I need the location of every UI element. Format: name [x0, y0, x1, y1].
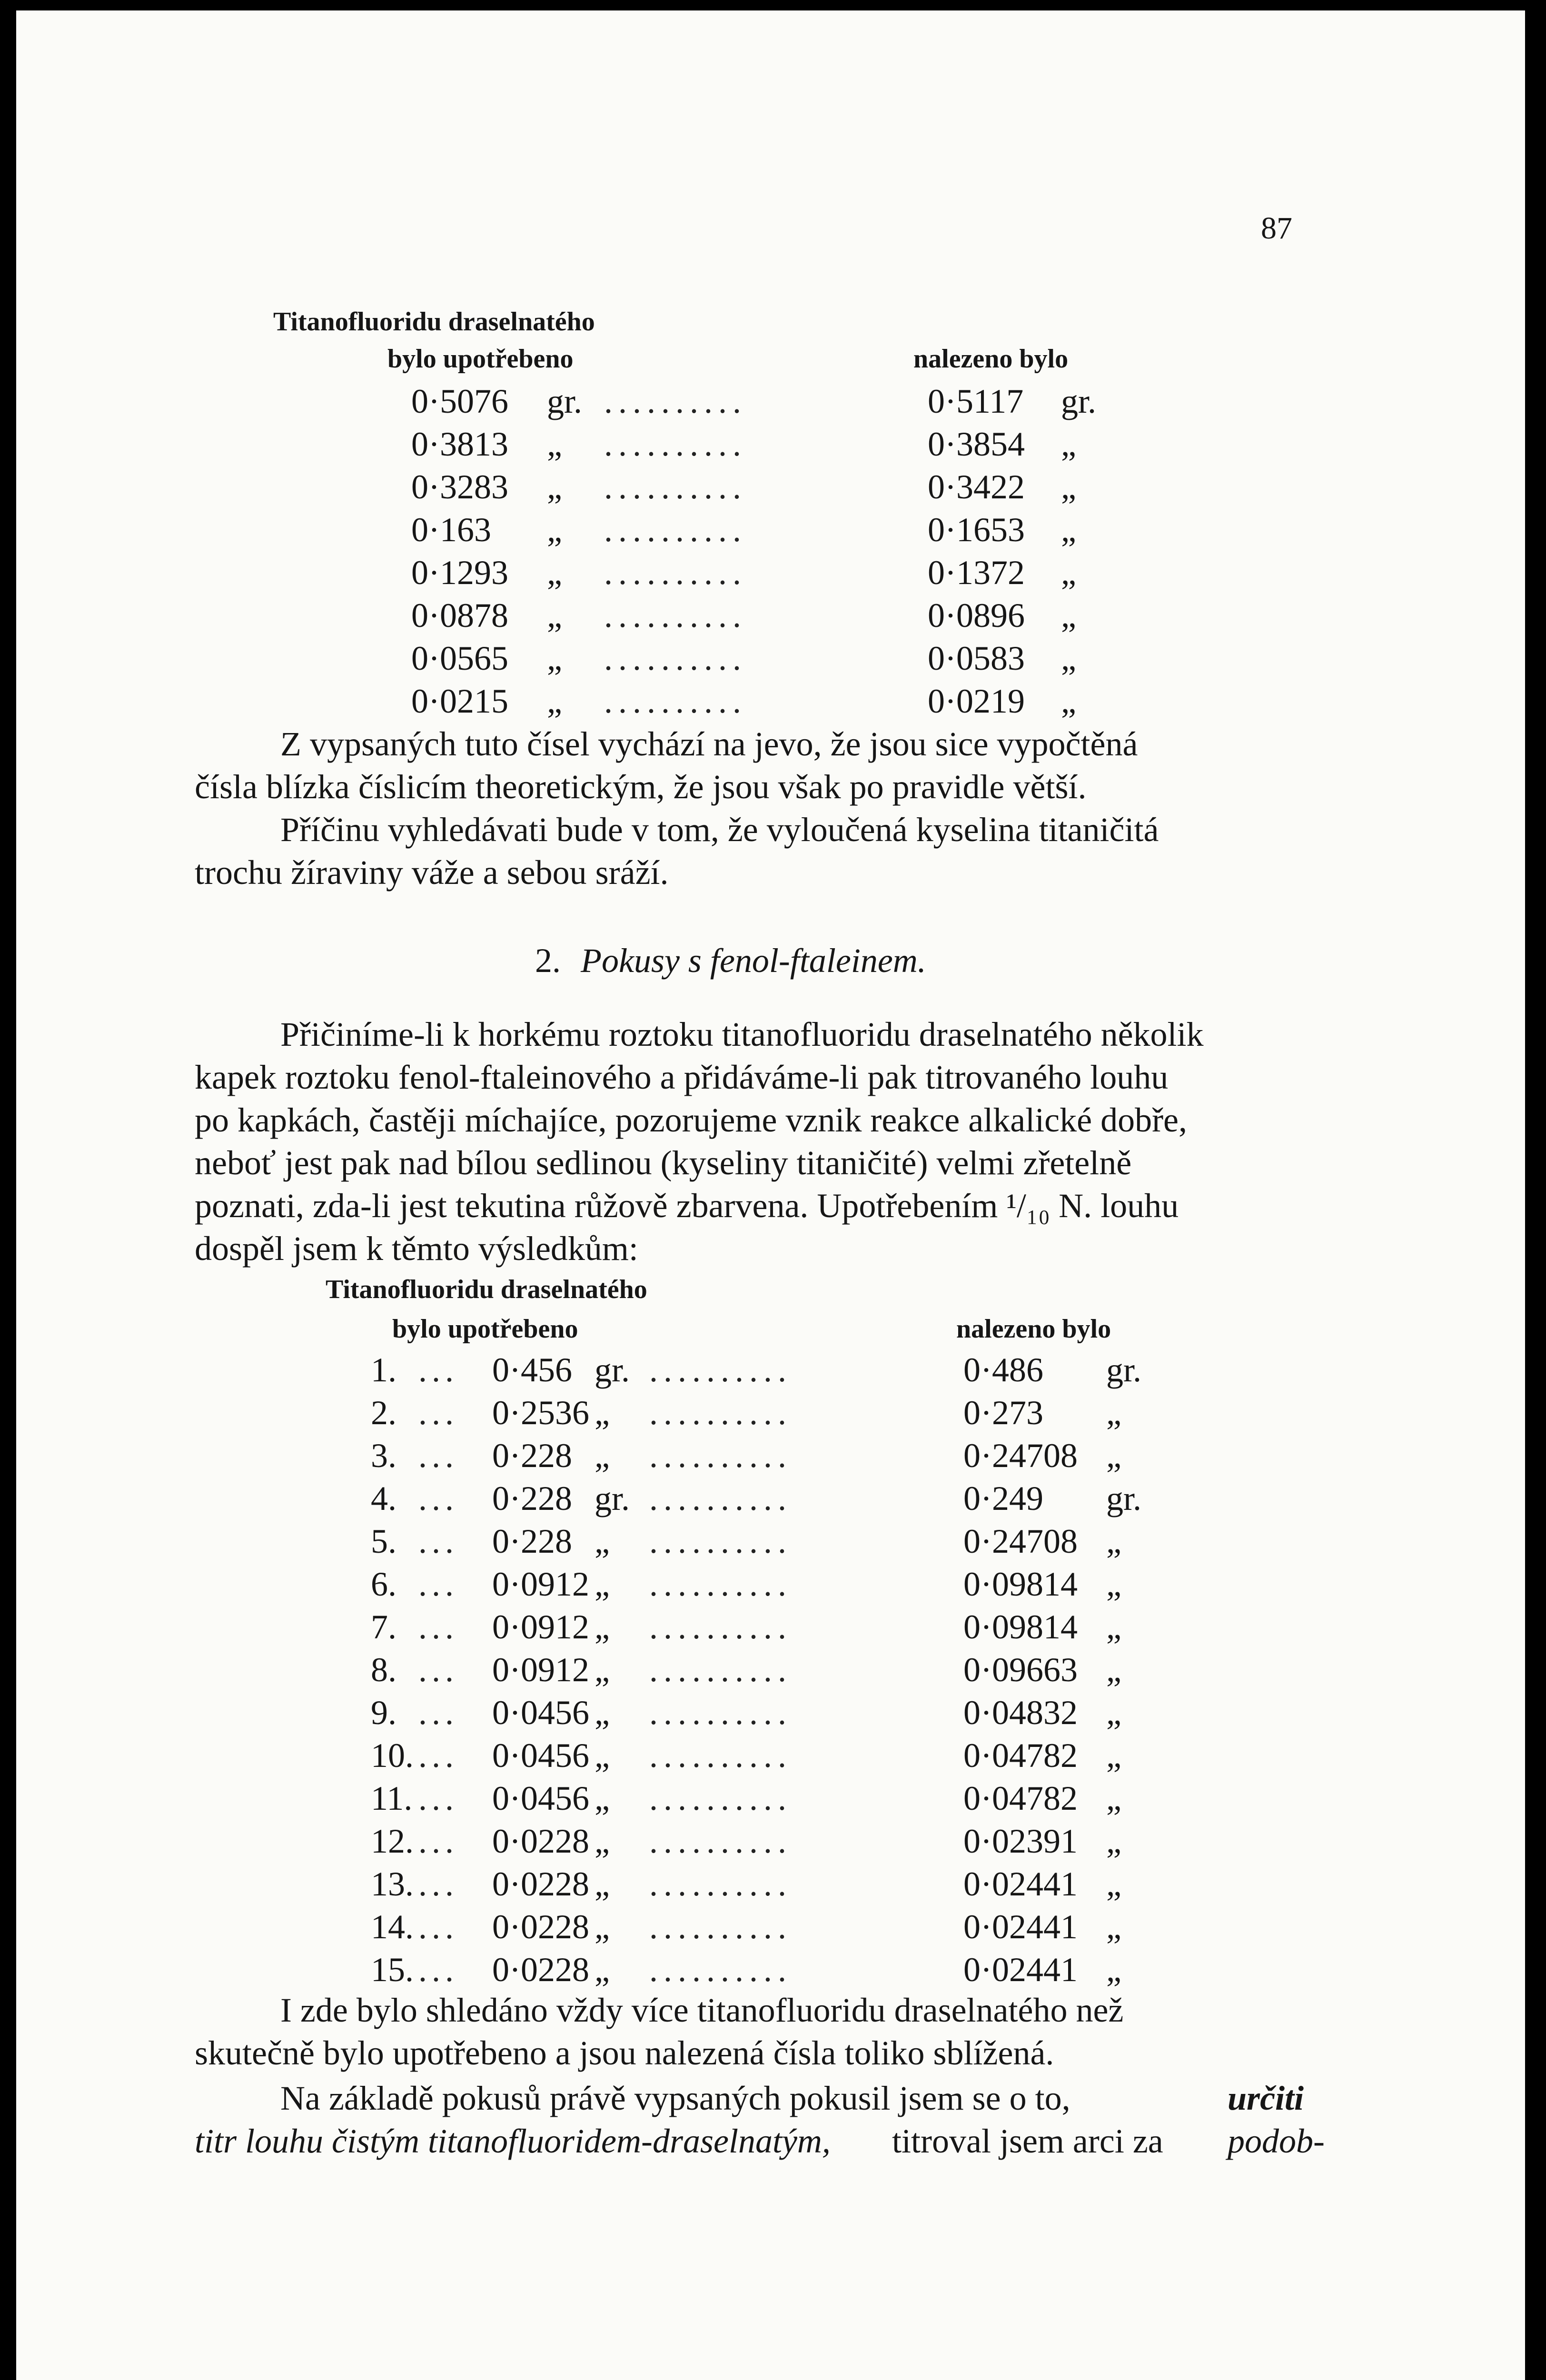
section-heading	[535, 941, 926, 981]
index-dots: ...	[418, 1908, 458, 1946]
index-dots: ...	[418, 1394, 458, 1432]
used-value: 0·228	[492, 1522, 572, 1560]
used-unit: „	[595, 1822, 610, 1860]
found-value: 0·04782	[963, 1779, 1078, 1817]
used-unit: „	[547, 682, 562, 720]
used-unit: „	[595, 1522, 610, 1560]
paragraph-4-text: Na základě pokusů právě vypsaných pokusil jsem se o to,	[280, 2079, 1070, 2117]
used-unit: „	[595, 1908, 610, 1946]
leader-dots: ..........	[604, 596, 747, 635]
index-dots: ...	[418, 1865, 458, 1903]
leader-dots: ..........	[649, 1779, 792, 1817]
used-value: 0·0228	[492, 1865, 589, 1903]
used-value: 0·228	[492, 1479, 572, 1517]
table-2-header-col2: nalezeno bylo	[956, 1314, 1111, 1344]
found-unit: „	[1061, 596, 1076, 635]
used-unit: „	[547, 639, 562, 677]
leader-dots: ..........	[649, 1736, 792, 1775]
paragraph-2-line: poznati, zda-li jest tekutina růžově zbarvena. Upotřebením ¹/₁₀ N. louhu	[195, 1187, 1179, 1225]
paragraph-4-text: titroval jsem arci za	[892, 2122, 1163, 2160]
row-number: 2.	[371, 1394, 396, 1432]
used-value: 0·0456	[492, 1736, 589, 1775]
used-unit: gr.	[595, 1351, 630, 1389]
found-value: 0·5117	[928, 382, 1024, 420]
found-value: 0·09663	[963, 1651, 1078, 1689]
used-value: 0·3283	[411, 468, 508, 506]
used-value: 0·0215	[411, 682, 508, 720]
row-number: 1.	[371, 1351, 396, 1389]
paragraph-1-line: Z vypsaných tuto čísel vychází na jevo, že jsou sice vypočtěná	[280, 725, 1138, 763]
index-dots: ...	[418, 1779, 458, 1817]
leader-dots: ..........	[604, 511, 747, 549]
leader-dots: ..........	[649, 1951, 792, 1989]
index-dots: ...	[418, 1522, 458, 1560]
used-value: 0·0456	[492, 1694, 589, 1732]
leader-dots: ..........	[649, 1651, 792, 1689]
used-value: 0·0565	[411, 639, 508, 677]
found-unit: „	[1106, 1565, 1121, 1603]
index-dots: ...	[418, 1437, 458, 1475]
found-value: 0·09814	[963, 1565, 1078, 1603]
paragraph-3-line: I zde bylo shledáno vždy více titanofluoridu draselnatého než	[280, 1991, 1124, 2029]
index-dots: ...	[418, 1565, 458, 1603]
found-value: 0·0583	[928, 639, 1025, 677]
row-number: 13.	[371, 1865, 414, 1903]
row-number: 5.	[371, 1522, 396, 1560]
leader-dots: ..........	[604, 382, 747, 420]
leader-dots: ..........	[649, 1908, 792, 1946]
used-value: 0·0456	[492, 1779, 589, 1817]
found-value: 0·04782	[963, 1736, 1078, 1775]
found-unit: „	[1061, 682, 1076, 720]
used-unit: gr.	[595, 1479, 630, 1517]
leader-dots: ..........	[649, 1351, 792, 1389]
found-value: 0·0219	[928, 682, 1025, 720]
found-unit: „	[1106, 1694, 1121, 1732]
leader-dots: ..........	[649, 1565, 792, 1603]
row-number: 10.	[371, 1736, 414, 1775]
found-unit: „	[1106, 1394, 1121, 1432]
leader-dots: ..........	[649, 1694, 792, 1732]
found-value: 0·24708	[963, 1522, 1078, 1560]
found-value: 0·02391	[963, 1822, 1078, 1860]
used-unit: „	[595, 1651, 610, 1689]
used-value: 0·3813	[411, 425, 508, 463]
used-value: 0·0228	[492, 1822, 589, 1860]
table-1-header-col2: nalezeno bylo	[913, 344, 1069, 374]
found-unit: „	[1106, 1522, 1121, 1560]
used-value: 0·5076	[411, 382, 508, 420]
paragraph-2-line: dospěl jsem k těmto výsledkům:	[195, 1230, 638, 1268]
paragraph-1-line: čísla blízka číslicím theoretickým, že jsou však po pravidle větší.	[195, 768, 1087, 806]
book-page	[16, 10, 1525, 2380]
found-unit: „	[1061, 554, 1076, 592]
used-value: 0·1293	[411, 554, 508, 592]
row-number: 8.	[371, 1651, 396, 1689]
found-unit: „	[1106, 1908, 1121, 1946]
used-value: 0·163	[411, 511, 491, 549]
leader-dots: ..........	[649, 1522, 792, 1560]
leader-dots: ..........	[649, 1822, 792, 1860]
used-unit: „	[547, 511, 562, 549]
found-value: 0·02441	[963, 1951, 1078, 1989]
row-number: 7.	[371, 1608, 396, 1646]
index-dots: ...	[418, 1479, 458, 1517]
used-value: 0·0912	[492, 1651, 589, 1689]
found-unit: „	[1106, 1951, 1121, 1989]
used-value: 0·0228	[492, 1951, 589, 1989]
page-number: 87	[1261, 211, 1292, 246]
row-number: 12.	[371, 1822, 414, 1860]
found-value: 0·3422	[928, 468, 1025, 506]
found-unit: „	[1061, 639, 1076, 677]
found-unit: „	[1106, 1651, 1121, 1689]
paragraph-2-line: kapek roztoku fenol-ftaleinového a přidáváme-li pak titrovaného louhu	[195, 1058, 1169, 1096]
found-unit: „	[1061, 511, 1076, 549]
index-dots: ...	[418, 1608, 458, 1646]
used-value: 0·0228	[492, 1908, 589, 1946]
found-value: 0·0896	[928, 596, 1025, 635]
index-dots: ...	[418, 1351, 458, 1389]
leader-dots: ..........	[604, 639, 747, 677]
index-dots: ...	[418, 1736, 458, 1775]
used-value: 0·0912	[492, 1565, 589, 1603]
found-value: 0·3854	[928, 425, 1025, 463]
row-number: 11.	[371, 1779, 413, 1817]
paragraph-2-line: po kapkách, častěji míchajíce, pozorujeme vznik reakce alkalické dobře,	[195, 1101, 1188, 1139]
found-unit: gr.	[1061, 382, 1097, 420]
row-number: 14.	[371, 1908, 414, 1946]
index-dots: ...	[418, 1822, 458, 1860]
found-unit: „	[1106, 1865, 1121, 1903]
used-unit: gr.	[547, 382, 583, 420]
used-value: 0·0912	[492, 1608, 589, 1646]
used-value: 0·456	[492, 1351, 572, 1389]
used-unit: „	[547, 425, 562, 463]
used-value: 0·0878	[411, 596, 508, 635]
found-unit: gr.	[1106, 1479, 1142, 1517]
paragraph-2-line: Přičiníme-li k horkému roztoku titanofluoridu draselnatého několik	[280, 1015, 1204, 1053]
index-dots: ...	[418, 1694, 458, 1732]
section-title: Pokusy s fenol-ftaleinem.	[581, 942, 926, 980]
used-unit: „	[547, 554, 562, 592]
found-unit: „	[1061, 468, 1076, 506]
found-unit: „	[1106, 1779, 1121, 1817]
used-unit: „	[595, 1608, 610, 1646]
table-1-header-col1-line1: Titanofluoridu draselnatého	[273, 307, 595, 337]
found-value: 0·486	[963, 1351, 1043, 1389]
leader-dots: ..........	[649, 1865, 792, 1903]
used-unit: „	[595, 1951, 610, 1989]
paragraph-4-emphasis: podob-	[1228, 2122, 1325, 2160]
found-value: 0·09814	[963, 1608, 1078, 1646]
row-number: 4.	[371, 1479, 396, 1517]
found-value: 0·273	[963, 1394, 1043, 1432]
paragraph-3-line: skutečně bylo upotřebeno a jsou nalezená čísla toliko sblížená.	[195, 2034, 1054, 2072]
paragraph-4-emphasis: určiti	[1228, 2079, 1304, 2117]
used-value: 0·2536	[492, 1394, 589, 1432]
found-unit: „	[1106, 1608, 1121, 1646]
found-unit: „	[1106, 1822, 1121, 1860]
paragraph-1-line: Příčinu vyhledávati bude v tom, že vyloučená kyselina titaničitá	[280, 811, 1159, 849]
leader-dots: ..........	[649, 1608, 792, 1646]
used-unit: „	[595, 1736, 610, 1775]
leader-dots: ..........	[649, 1394, 792, 1432]
found-value: 0·04832	[963, 1694, 1078, 1732]
used-unit: „	[595, 1865, 610, 1903]
row-number: 6.	[371, 1565, 396, 1603]
found-unit: gr.	[1106, 1351, 1142, 1389]
found-value: 0·1653	[928, 511, 1025, 549]
row-number: 9.	[371, 1694, 396, 1732]
used-unit: „	[547, 468, 562, 506]
used-unit: „	[595, 1394, 610, 1432]
found-unit: „	[1061, 425, 1076, 463]
leader-dots: ..........	[604, 425, 747, 463]
found-value: 0·24708	[963, 1437, 1078, 1475]
table-1-header-col1-line2: bylo upotřebeno	[387, 344, 574, 374]
leader-dots: ..........	[604, 468, 747, 506]
found-unit: „	[1106, 1437, 1121, 1475]
section-number: 2.	[535, 942, 561, 980]
paragraph-2-line: neboť jest pak nad bílou sedlinou (kyseliny titaničité) velmi zřetelně	[195, 1144, 1132, 1182]
paragraph-1-line: trochu žíraviny váže a sebou sráží.	[195, 853, 669, 892]
found-value: 0·1372	[928, 554, 1025, 592]
paragraph-4-emphasis: titr louhu čistým titanofluoridem-draselnatým,	[195, 2122, 831, 2160]
table-2-header-col1-line2: bylo upotřebeno	[392, 1314, 578, 1344]
used-unit: „	[595, 1565, 610, 1603]
used-unit: „	[595, 1779, 610, 1817]
index-dots: ...	[418, 1951, 458, 1989]
found-value: 0·02441	[963, 1865, 1078, 1903]
used-value: 0·228	[492, 1437, 572, 1475]
used-unit: „	[547, 596, 562, 635]
table-2-header-col1-line1: Titanofluoridu draselnatého	[326, 1275, 647, 1304]
found-value: 0·02441	[963, 1908, 1078, 1946]
leader-dots: ..........	[604, 682, 747, 720]
leader-dots: ..........	[604, 554, 747, 592]
found-value: 0·249	[963, 1479, 1043, 1517]
leader-dots: ..........	[649, 1479, 792, 1517]
row-number: 15.	[371, 1951, 414, 1989]
found-unit: „	[1106, 1736, 1121, 1775]
used-unit: „	[595, 1694, 610, 1732]
index-dots: ...	[418, 1651, 458, 1689]
used-unit: „	[595, 1437, 610, 1475]
leader-dots: ..........	[649, 1437, 792, 1475]
row-number: 3.	[371, 1437, 396, 1475]
